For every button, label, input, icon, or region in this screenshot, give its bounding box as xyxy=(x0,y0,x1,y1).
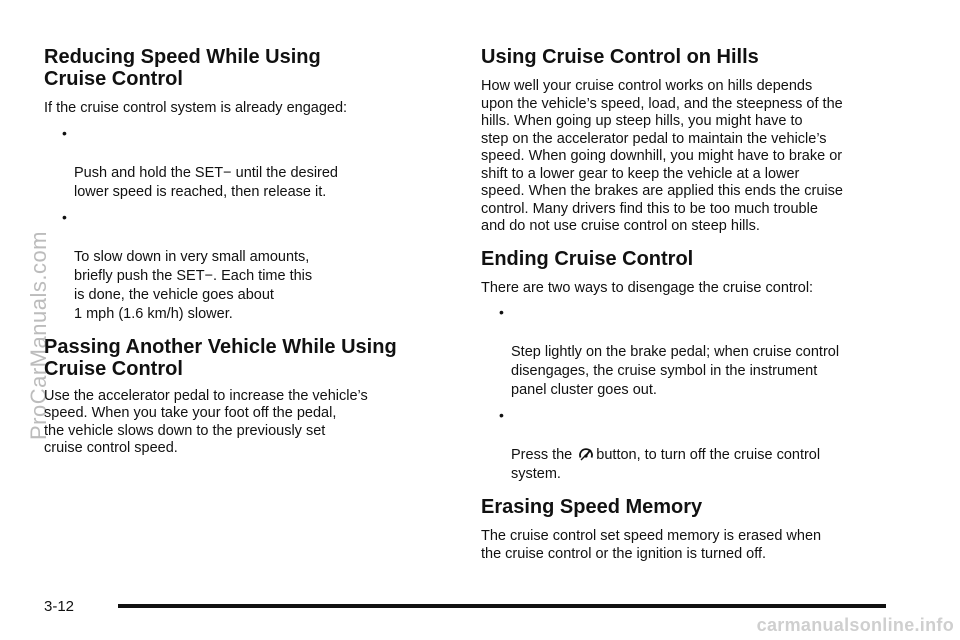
passing-vehicle-body: Use the accelerator pedal to increase the vehicle’s speed. When you take your foot off the pedal, the vehicle slows down to the previously set cruise control speed. xyxy=(44,387,368,456)
footer-rule xyxy=(118,604,886,608)
page-number: 3-12 xyxy=(44,598,75,615)
watermark-text: ProCarManuals.com xyxy=(26,230,51,440)
heading-hills: Using Cruise Control on Hills xyxy=(481,46,759,68)
erasing-memory-body: The cruise control set speed memory is erased when the cruise control or the ignition is turned off. xyxy=(481,528,822,562)
heading-ending-cruise: Ending Cruise Control xyxy=(481,247,694,270)
list-item xyxy=(481,408,901,484)
heading-reducing-speed: Reducing Speed While Using Cruise Control xyxy=(44,46,321,90)
reducing-speed-list xyxy=(44,126,424,324)
list-item-text: To slow down in very small amounts, briefly push the SET−. Each time this is done, the vehicle goes about 1 mph (1.6 km/h) slower. xyxy=(74,248,313,322)
list-item xyxy=(44,210,424,324)
heading-erasing-memory: Erasing Speed Memory xyxy=(481,496,703,518)
list-item-text-after: button, to turn off the cruise control system. xyxy=(511,447,821,482)
cruise-control-icon xyxy=(578,446,594,462)
list-item xyxy=(481,305,901,400)
bullet-glyph: • xyxy=(62,208,67,225)
list-item-text: Push and hold the SET− until the desired lower speed is reached, then release it. xyxy=(74,164,338,200)
bullet-glyph: • xyxy=(499,407,504,423)
ending-cruise-list xyxy=(481,305,901,484)
ending-cruise-intro: There are two ways to disengage the cruise control: xyxy=(481,279,814,296)
reducing-speed-intro: If the cruise control system is already engaged: xyxy=(44,100,348,116)
footer-site-text: carmanualsonline.info xyxy=(756,615,954,635)
heading-passing-vehicle: Passing Another Vehicle While Using Cruise Control xyxy=(44,335,397,380)
list-item-text-before: Press the xyxy=(511,447,577,463)
list-item-text: Step lightly on the brake pedal; when cruise control disengages, the cruise symbol in the instrument panel cluster goes out. xyxy=(511,344,840,398)
bullet-glyph: • xyxy=(62,124,67,141)
right-column xyxy=(481,46,901,563)
bullet-glyph: • xyxy=(499,304,504,320)
hills-body: How well your cruise control works on hills depends upon the vehicle’s speed, load, and the steepness of the hills. When going up steep hills, you might have to step on the accelerator pedal to maintain the vehicle’s speed. When going downhill, you might have to brake or shift to a lower gear to keep the vehicle at a lower speed. When the brakes are applied this ends the cruise control. Many drivers find this to be too much trouble and do not use cruise control on steep hills. xyxy=(481,78,843,234)
list-item xyxy=(44,126,424,202)
left-column xyxy=(44,46,424,458)
